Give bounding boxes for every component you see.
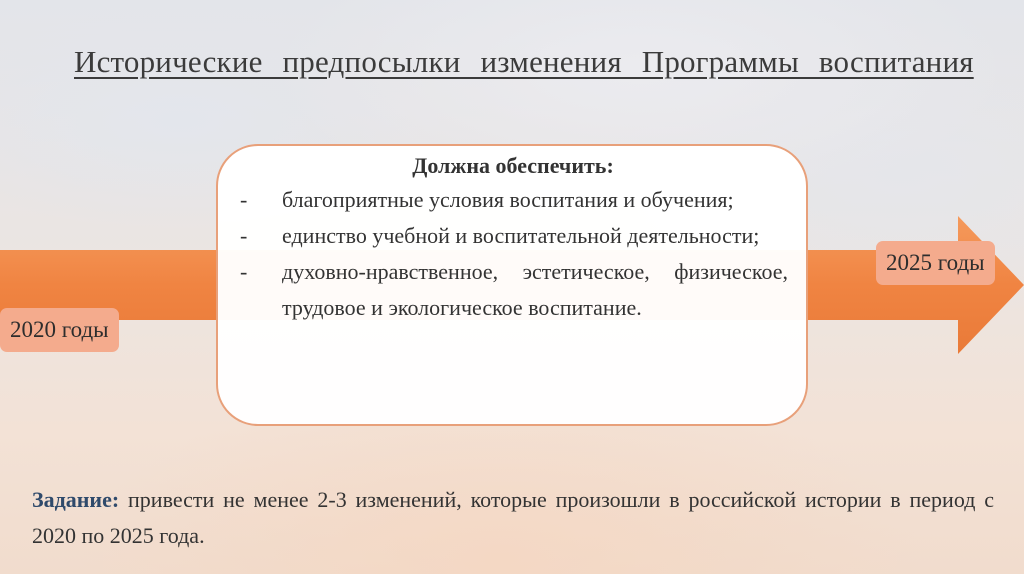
requirement-item bbox=[238, 182, 788, 218]
end-year-label: 2025 годы bbox=[876, 241, 995, 285]
requirements-list bbox=[238, 182, 788, 326]
dash-bullet: - bbox=[240, 187, 248, 212]
requirements-box bbox=[216, 144, 808, 426]
start-year-label: 2020 годы bbox=[0, 308, 119, 352]
dash-bullet: - bbox=[240, 259, 248, 284]
requirements-heading: Должна обеспечить: bbox=[412, 153, 614, 178]
requirement-text: единство учебной и воспитательной деятельности; bbox=[282, 223, 760, 248]
task-text: привести не менее 2-3 изменений, которые произошли в российской истории в период с 2020 по 2025 года. bbox=[32, 487, 994, 548]
dash-bullet: - bbox=[240, 223, 248, 248]
requirement-item bbox=[238, 218, 788, 254]
requirement-text: благоприятные условия воспитания и обучения; bbox=[282, 187, 734, 212]
requirement-item bbox=[238, 254, 788, 326]
task-paragraph bbox=[32, 482, 994, 554]
slide-title: Исторические предпосылки изменения Программы воспитания bbox=[74, 44, 974, 79]
task-label: Задание: bbox=[32, 487, 120, 512]
requirement-text: духовно-нравственное, эстетическое, физическое, трудовое и экологическое воспитание. bbox=[282, 259, 788, 320]
